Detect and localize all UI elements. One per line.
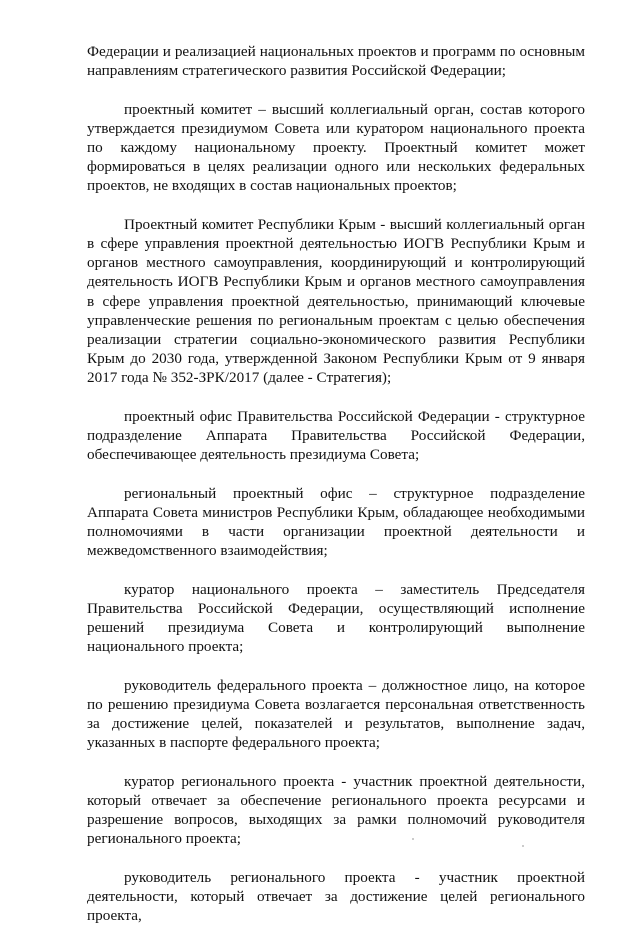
paragraph-crimea-project-committee: Проектный комитет Республики Крым - высший коллегиальный орган в сфере управления проектной деятельностью ИОГВ Республики Крым и органов местного самоуправления, координирующий и контролирующий деятельность ИОГВ Республики Крым и органов местного самоуправления в сфере управления проектной деятельностью, принимающий ключевые управленческие решения по региональным проектам с целью обеспечения реализации стратегии социально-экономического развития Республики Крым до 2030 года, утвержденной Законом Республики Крым от 9 января 2017 года № 352-ЗРК/2017 (далее - Стратегия); <box>87 215 585 387</box>
scan-speck <box>412 838 414 840</box>
document-body <box>87 42 585 925</box>
scan-speck <box>522 845 524 847</box>
paragraph-national-project-curator: куратор национального проекта – заместитель Председателя Правительства Российской Федерации, осуществляющий исполнение решений президиума Совета и контролирующий выполнение национального проекта; <box>87 580 585 656</box>
paragraph-intro-continuation: Федерации и реализацией национальных проектов и программ по основным направлениям стратегического развития Российской Федерации; <box>87 43 585 80</box>
paragraph-regional-project-curator: куратор регионального проекта - участник проектной деятельности, который отвечает за обеспечение регионального проекта ресурсами и разрешение вопросов, выходящих за рамки полномочий руководителя регионального проекта; <box>87 772 585 848</box>
paragraph-regional-project-head: руководитель регионального проекта - участник проектной деятельности, который отвечает за достижение целей регионального проекта, <box>87 868 585 925</box>
paragraph-government-project-office: проектный офис Правительства Российской Федерации - структурное подразделение Аппарата Правительства Российской Федерации, обеспечивающее деятельность президиума Совета; <box>87 407 585 464</box>
paragraph-regional-project-office: региональный проектный офис – структурное подразделение Аппарата Совета министров Республики Крым, обладающее необходимыми полномочиями в части организации проектной деятельности и межведомственного взаимодействия; <box>87 484 585 560</box>
paragraph-federal-project-head: руководитель федерального проекта – должностное лицо, на которое по решению президиума Совета возлагается персональная ответственность за достижение целей, показателей и результатов, выполнение задач, указанных в паспорте федерального проекта; <box>87 676 585 752</box>
paragraph-project-committee: проектный комитет – высший коллегиальный орган, состав которого утверждается президиумом Совета или куратором национального проекта по каждому национальному проекту. Проектный комитет может формироваться в целях реализации одного или нескольких федеральных проектов, не входящих в состав национальных проектов; <box>87 100 585 195</box>
